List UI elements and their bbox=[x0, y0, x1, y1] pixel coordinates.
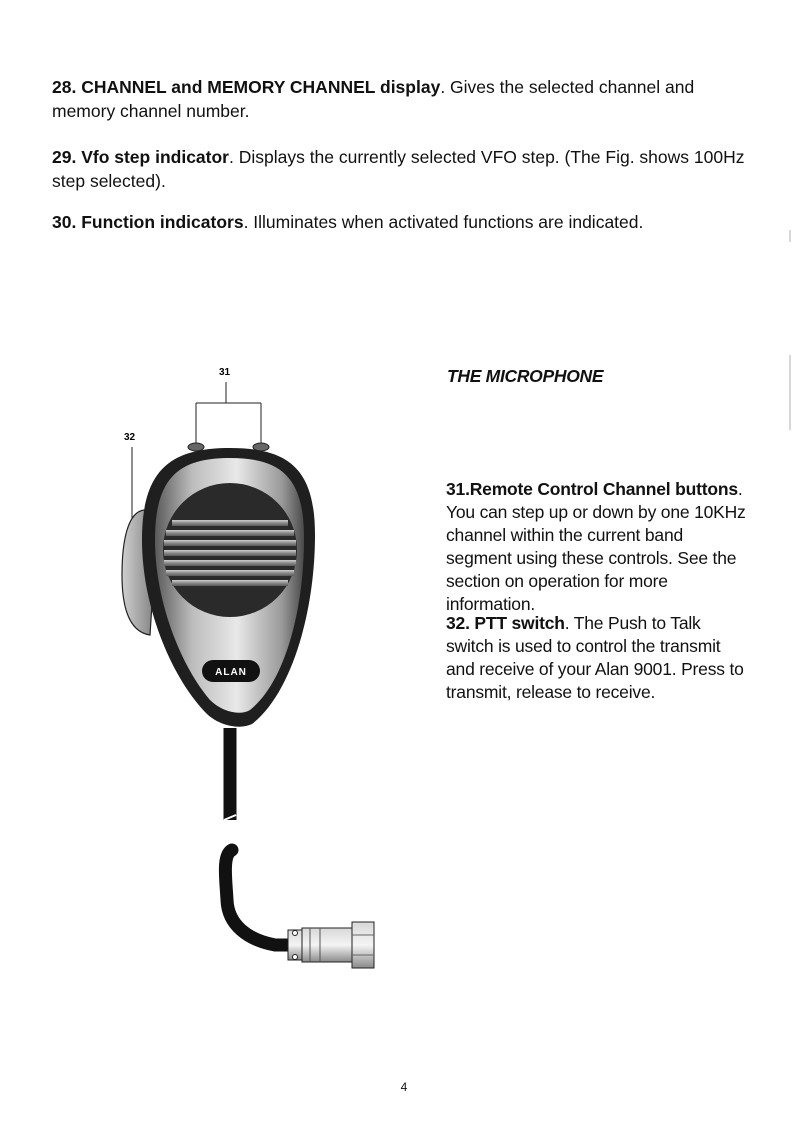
callout-31-bracket bbox=[196, 382, 261, 445]
scan-edge-mark bbox=[789, 355, 791, 430]
item-30 bbox=[52, 210, 752, 234]
item-31 bbox=[446, 478, 751, 616]
cable-lower bbox=[225, 850, 290, 945]
page-number: 4 bbox=[400, 1080, 408, 1094]
item-28 bbox=[52, 75, 752, 123]
item-32-text: . The Push to Talk switch is used to control the transmit and receive of your Alan 9001. Press to transmit, release to receive. bbox=[446, 613, 744, 702]
brand-logo: ALAN bbox=[215, 667, 247, 678]
callout-31-label: 31 bbox=[219, 367, 231, 378]
callout-32-label: 32 bbox=[124, 432, 136, 443]
item-29-label: 29. Vfo step indicator bbox=[52, 147, 229, 167]
item-28-text: . Gives the selected channel and memory channel number. bbox=[52, 77, 695, 121]
item-28-label: 28. CHANNEL and MEMORY CHANNEL display bbox=[52, 77, 441, 97]
item-31-text: . You can step up or down by one 10KHz channel within the current band segment using these controls. See the section on operation for more information. bbox=[446, 479, 746, 614]
item-31-label: 31.Remote Control Channel buttons bbox=[446, 479, 738, 499]
cable-connector bbox=[288, 922, 374, 968]
item-29-text: . Displays the currently selected VFO step. (The Fig. shows 100Hz step selected). bbox=[52, 147, 745, 191]
microphone-section-title: THE MICROPHONE bbox=[447, 366, 604, 386]
microphone-illustration bbox=[100, 360, 400, 980]
item-32-label: 32. PTT switch bbox=[446, 613, 565, 633]
item-29 bbox=[52, 145, 752, 193]
item-30-label: 30. Function indicators bbox=[52, 212, 244, 232]
item-32 bbox=[446, 612, 751, 704]
channel-up-button bbox=[188, 443, 204, 451]
item-30-text: . Illuminates when activated functions are indicated. bbox=[243, 212, 644, 232]
scan-edge-mark bbox=[789, 230, 791, 242]
